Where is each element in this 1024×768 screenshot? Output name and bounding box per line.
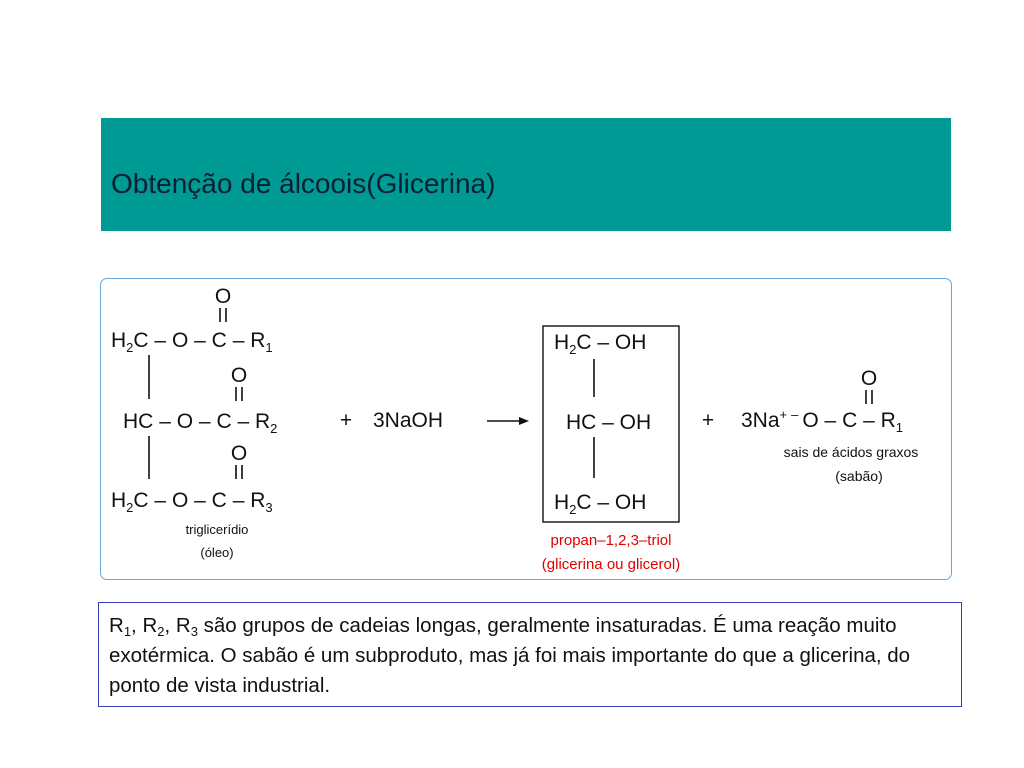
carbonyl-oxygen-2: O bbox=[230, 364, 248, 387]
plus-sign-2: + bbox=[701, 409, 715, 432]
note-s1: 1 bbox=[123, 624, 132, 639]
triglyceride-sublabel: (óleo) bbox=[200, 545, 234, 560]
note-r1: R bbox=[109, 614, 124, 637]
plus-sign-1: + bbox=[339, 409, 353, 432]
tg-row2: HC – O – C – $R_2$ bbox=[123, 410, 278, 436]
reaction-diagram bbox=[100, 278, 952, 580]
reaction-arrow-head bbox=[519, 417, 529, 425]
note-s2: 2 bbox=[157, 624, 165, 639]
reagent-naoh: 3NaOH bbox=[373, 409, 444, 432]
note-text: são grupos de cadeias longas, geralmente insaturadas. É uma reação muito exotérmica. O sabão é um subproduto, mas já foi mais importante do que a glicerina, do ponto de vista industrial. bbox=[109, 614, 911, 697]
tg-row3: $H_2C$ – O – C – $R_3$ bbox=[111, 489, 273, 515]
soap-carbonyl-oxygen: O bbox=[860, 367, 878, 390]
slide-title: Obtenção de álcoois(Glicerina) bbox=[111, 168, 496, 199]
glycerol-row2: HC – OH bbox=[566, 411, 652, 434]
soap-formula: 3Na+ – O – C – $R_1$ bbox=[741, 407, 904, 435]
glycerol-row3: $H_2C$ – OH bbox=[554, 491, 647, 517]
note-sep2: , bbox=[164, 614, 176, 637]
glycerol-row1: $H_2C$ – OH bbox=[554, 331, 647, 357]
glycerol-name: propan–1,2,3–triol bbox=[550, 532, 672, 549]
note-r3: R bbox=[175, 614, 191, 637]
carbonyl-oxygen-3: O bbox=[230, 442, 248, 465]
soap-sublabel: (sabão) bbox=[835, 468, 883, 484]
note-r2: R bbox=[142, 614, 158, 637]
note-sep1: , bbox=[131, 614, 143, 637]
explanation-box bbox=[98, 602, 962, 707]
title-bar bbox=[101, 118, 951, 231]
carbonyl-oxygen-1: O bbox=[214, 285, 232, 308]
note-s3: 3 bbox=[190, 624, 198, 639]
reaction-svg bbox=[101, 279, 953, 581]
glycerol-alt-name: (glicerina ou glicerol) bbox=[541, 556, 681, 573]
tg-row1: $H_2C$ – O – C – $R_1$ bbox=[111, 329, 273, 355]
triglyceride-label: triglicerídio bbox=[185, 522, 249, 537]
soap-label: sais de ácidos graxos bbox=[783, 444, 919, 460]
